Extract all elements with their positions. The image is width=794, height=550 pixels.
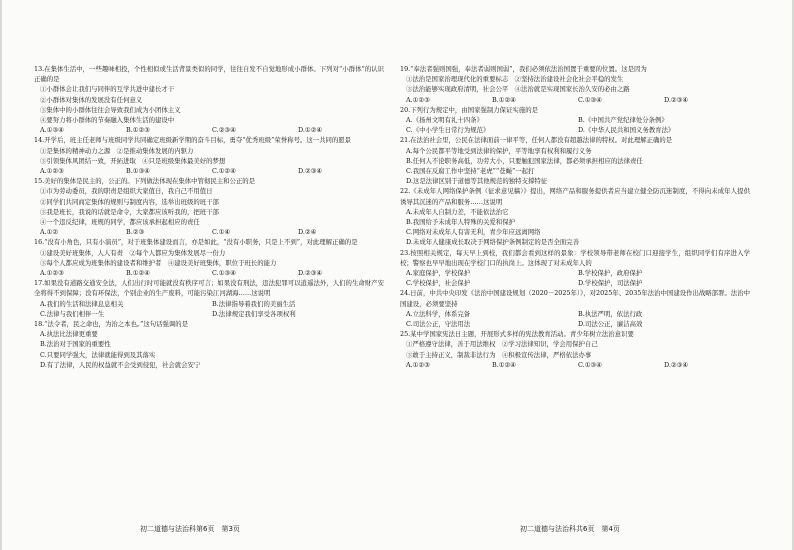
answer-choices-row <box>34 166 384 176</box>
answer-choice: D.②③④ <box>664 95 689 104</box>
question-stem: 22.《未成年人网络保护条例（征求意见稿）》提出，网络产品和服务提供者应当建立健全防沉迷制度，不得向未成年人提供诱导其沉迷的产品和服务……这说明 <box>400 187 750 206</box>
question-option: A.每个公民都平等地受到法律的保护，平等地享有权利和履行义务 <box>406 146 592 155</box>
question-block <box>400 135 750 186</box>
question-option: ①法治是国家治理现代化的重要标志 ②坚持法治建设社会化社会平稳的发生 <box>406 75 624 84</box>
question-option: ③集体中的小群体往往会导致我们成为小团体主义 <box>40 105 181 114</box>
answer-choice: B.法律指导着我们的美丽生活 <box>212 299 296 308</box>
question-stem: 16.“没有小角色，只有小演员”，对于班集体建设而言，亦是如此，“没有小职务，只是上不到”，对此理解正确的是 <box>34 238 358 247</box>
answer-choices-row <box>400 268 750 278</box>
answer-choice: D.②③④ <box>298 167 323 176</box>
answer-choice: C.《中小学生日常行为规范》 <box>406 126 490 135</box>
answer-choice: A.家庭保护，学校保护 <box>406 269 471 278</box>
question-stem: 14.开学后，班主任老师与班级同学共同确定班级新学期的奋斗目标，勇夺“优秀班级”荣誉称号。这一共同的愿景 <box>34 136 352 145</box>
answer-choice: A.①②③ <box>406 95 430 104</box>
question-block <box>400 288 750 329</box>
question-block <box>400 105 750 136</box>
answer-choices-row <box>400 125 750 135</box>
answer-choice: B.①②④ <box>492 360 516 369</box>
question-option: ②同学们共同商定集体的规则与制度内容，选举出班级的班干部 <box>40 197 219 206</box>
answer-choice: D.②③④ <box>664 360 689 369</box>
question-option: A.执法比法律更重要 <box>40 330 98 339</box>
page-footer-left: 初二道德与法治科第6页 第3页 <box>140 525 240 533</box>
answer-choice: A.《扬州文明有礼十四条》 <box>406 116 483 125</box>
answer-choice: C.法律与我们相伴一生 <box>40 309 105 318</box>
question-stem: 15.美好的集体是民主的，公正的。下列做法体现在集体中管彻民主和公正的是 <box>34 177 256 186</box>
question-option: ①是集体的精神动力之源 ②是推动集体发展的内驱力 <box>40 146 194 155</box>
question-block <box>34 135 384 176</box>
question-option: ①小群体会让我们与同伴的互学共进中建长才干 <box>40 85 175 94</box>
answer-choice: A.我们的生活和法律息息相关 <box>40 299 124 308</box>
answer-choices-row <box>34 299 384 309</box>
question-block <box>34 319 384 370</box>
question-stem: 17.如果没有道路交通安全法，人们出行时可能就没有秩序可言；如果没有刑法，违法犯罪可以逍遥法外，人们的生命财产安全将得不到保障；没有环保法，个别企业的生产废料，可能污染江河湖海……这说明 <box>34 279 384 298</box>
question-stem: 23.按照相关规定，每天早上到校，我们都会看到这样的景象：学校领导带老师在校门口迎接学生，组织同学们有序进入学校；警察也早早地出现在学校门口的执岗上。这体现了对未成年人的 <box>400 248 750 267</box>
question-option: ③法治能够实现政府清明，社会公平 ④法治就是实现国家长治久安的必由之路 <box>406 85 630 94</box>
answer-choice: B.①②④ <box>492 95 516 104</box>
question-option: A.未成年人自制力差，不能依法治它 <box>406 207 509 216</box>
answer-choices-row <box>400 319 750 329</box>
answer-choice: B.学校保护，政府保护 <box>578 269 643 278</box>
answer-choice: C.①③④ <box>578 95 602 104</box>
question-stem: 21.在法治社会里，公民在法律面前一律平等，任何人都没有超越法律的特权。对此理解正确的是 <box>400 136 673 145</box>
question-block <box>34 64 384 135</box>
question-stem: 18.“法令者，民之命也，为治之本也。”这句话强调的是 <box>34 320 189 329</box>
question-stem: 24.日前，中共中央印发《法治中国建设规划（2020－2025年）》，对2025年、2035年法治中国建设作出战略部署。法治中国建设，必须要坚持 <box>400 289 751 308</box>
question-stem: 25.某中学国家宪法日主题，开展形式多样的宪法教育活动。青少年树立法治意识要 <box>400 330 634 339</box>
right-column <box>400 64 750 370</box>
question-option: ①市为劳动委员，我的职责是组织大家值日，我自己不用值日 <box>40 187 213 196</box>
question-block <box>400 64 750 105</box>
question-option: D.有了法律，人民的权益就不会受到侵犯，社会就会安宁 <box>40 360 201 369</box>
question-option: ④要努力将小群体的节奏融入集体生活的建设中 <box>40 116 175 125</box>
answer-choice: D.学校保护，司法保护 <box>578 279 643 288</box>
question-option: ③我是班长，我说的话就是命令，大家都应该听我的，把班干部 <box>40 207 219 216</box>
question-block <box>34 237 384 278</box>
scan-edge-left <box>0 0 2 550</box>
question-option: ①建设美好班集体，人人有责 ②每个人都应为集体发展尽一份力 <box>40 248 226 257</box>
answer-choice: C.①④ <box>212 228 231 237</box>
answer-choices-row <box>34 309 384 319</box>
question-option: C.只要同学强大，法律就能得到及其落实 <box>40 350 156 359</box>
answer-choice: A.①②③ <box>406 360 430 369</box>
answer-choices-row <box>400 309 750 319</box>
answer-choice: A.①②③ <box>40 167 64 176</box>
question-option: ④一个违反纪律，班规的同学，都应该承担起相应的责任 <box>40 218 200 227</box>
question-option: ③引领集体风团结一致，开拓进取 ④只是班级集体最美好的梦想 <box>40 156 226 165</box>
question-option: D.未成年人健康成长取决于网络保护条例制定的是否全面完善 <box>406 238 580 247</box>
question-option: ③敢于主持正义，制裁非法行为 ④积极宣传法律，严格依法办事 <box>406 350 592 359</box>
answer-choice: A.①②③ <box>40 269 64 278</box>
answer-choice: B.《中国共产党纪律处分条例》 <box>578 116 668 125</box>
answer-choice: B.②③ <box>126 228 145 237</box>
answer-choices-row <box>34 125 384 135</box>
answer-choice: C.学校保护，社会保护 <box>406 279 471 288</box>
question-block <box>34 278 384 319</box>
answer-choice: C.①③④ <box>212 269 236 278</box>
answer-choices-row <box>400 278 750 288</box>
answer-choices-row <box>400 115 750 125</box>
question-block <box>400 248 750 289</box>
page-footer-right: 初二道德与法治科共6页 第4页 <box>520 525 620 533</box>
answer-choice: C.①②④ <box>212 167 236 176</box>
question-option: B.我国给予未成年人特殊的关爱和保护 <box>406 218 515 227</box>
question-option: B.法治对于国家的重要性 <box>40 340 111 349</box>
answer-choice: B.执法严明，依法行政 <box>578 309 643 318</box>
answer-choice: D.《中华人民共和国义务教育法》 <box>578 126 675 135</box>
question-option: C.我国在反腐工作中坚持“老虎”“苍蝇”一起打 <box>406 167 535 176</box>
answer-choice: D.①②④ <box>298 126 323 135</box>
answer-choice: C.司法公正，守法用法 <box>406 320 471 329</box>
answer-choice: B.①②③ <box>126 126 150 135</box>
question-block <box>400 186 750 247</box>
question-option: D.这是法律区别于道德等其他规范的独特支撑特征 <box>406 177 548 186</box>
question-option: ②小群体对集体的发展没有任何意义 <box>40 95 143 104</box>
answer-choices-row <box>34 268 384 278</box>
question-stem: 20.下列行为规定中，由国家强制力保证实施的是 <box>400 105 538 114</box>
question-option: ③每个人都应成为班集体的建设者和维护者 ④建设美好班集体，职位于班长的能力 <box>40 258 277 267</box>
question-block <box>34 176 384 237</box>
question-stem: 19.“奉法者强则国强，奉法者弱则国弱”，我们必须依法治国置于重要的位置。这是因为 <box>400 65 647 73</box>
answer-choices-row <box>400 360 750 370</box>
question-option: B.任何人不论职务高低，功劳大小，只要触犯国家法律，都必须承担相应的法律责任 <box>406 156 643 165</box>
answer-choice: A.①② <box>40 228 59 237</box>
answer-choice: C.②③④ <box>212 126 236 135</box>
answer-choice: A.①③④ <box>40 126 64 135</box>
answer-choice: B.①③④ <box>126 167 150 176</box>
answer-choice: D.②③④ <box>298 269 323 278</box>
answer-choice: A.立法科学，体系完备 <box>406 309 471 318</box>
answer-choice: D.②④ <box>298 228 317 237</box>
question-block <box>400 329 750 370</box>
question-stem: 13.在集体生活中，一些趣味相投，个性相似或生活背景类似的同学，往往自发不自觉地形成小群体。下列对“小群体”的认识正确的是 <box>34 65 384 84</box>
answer-choice: D.司法公正，廉洁高效 <box>578 320 643 329</box>
answer-choices-row <box>400 95 750 105</box>
answer-choice: D.法律规定我们享受各项权利 <box>212 309 296 318</box>
question-option: ①严格遵守法律，善于用法维权 ②学习法律知识，学会用保护自己 <box>406 340 598 349</box>
answer-choices-row <box>34 227 384 237</box>
question-option: C.网络对未成年人有害无利，青少年应远离网络 <box>406 228 541 237</box>
left-column <box>34 64 384 370</box>
answer-choice: B.①②④ <box>126 269 150 278</box>
answer-choice: C.①③④ <box>578 360 602 369</box>
